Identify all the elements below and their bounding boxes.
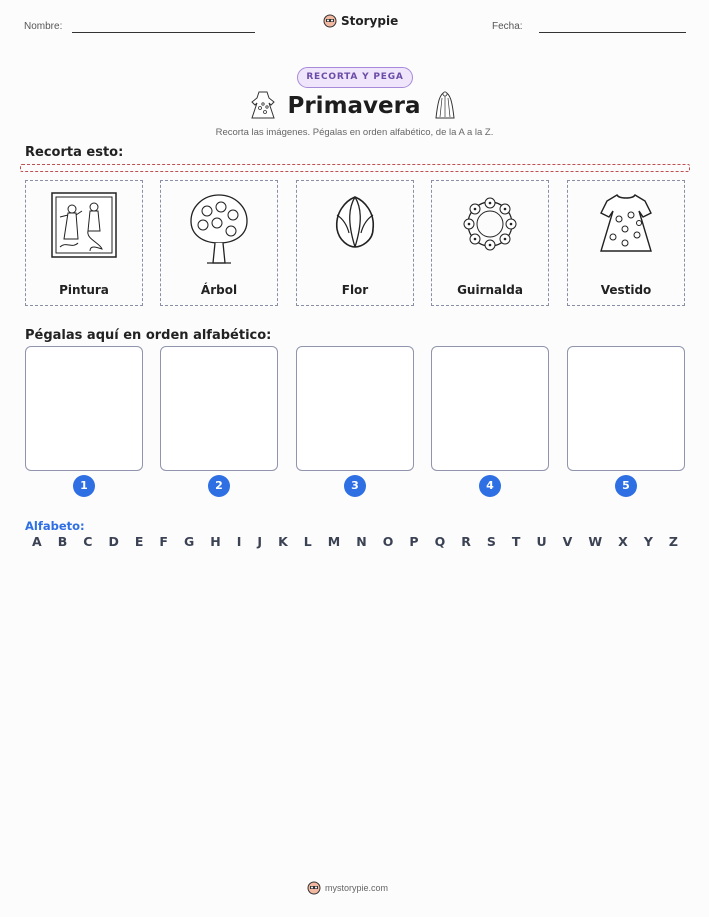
paste-box-5[interactable] (567, 346, 685, 471)
card-label: Vestido (600, 283, 652, 297)
card-label: Árbol (200, 283, 238, 297)
order-number: 2 (208, 475, 230, 497)
storypie-mascot-icon (323, 14, 337, 28)
alphabet-letter: C (83, 534, 93, 549)
wreath-icon (457, 191, 523, 257)
cut-card-arbol[interactable] (160, 180, 278, 306)
alphabet-letter: T (511, 534, 521, 549)
paste-box-1[interactable] (25, 346, 143, 471)
painting-icon (50, 191, 118, 259)
paste-box-3[interactable] (296, 346, 414, 471)
date-label: Fecha: (492, 21, 523, 32)
alphabet-letter: Z (668, 534, 678, 549)
alphabet-letter: I (236, 534, 242, 549)
footer-url[interactable]: mystorypie.com (325, 883, 389, 893)
alphabet-letter: J (257, 534, 263, 549)
tree-icon (185, 191, 253, 267)
card-label: Guirnalda (457, 283, 523, 297)
page-title: Primavera (287, 93, 421, 119)
alphabet-letter: W (588, 534, 603, 549)
alphabet-letter: F (159, 534, 168, 549)
alphabet-letter: G (183, 534, 195, 549)
alphabet-letter: D (108, 534, 119, 549)
order-number: 5 (615, 475, 637, 497)
brand-name: Storypie (341, 14, 399, 28)
alphabet-letter: R (461, 534, 471, 549)
storypie-mascot-icon (307, 881, 321, 895)
alphabet-letter: H (210, 534, 221, 549)
cut-card-flor[interactable] (296, 180, 414, 306)
brand-logo (323, 14, 398, 28)
alphabet-letter: L (303, 534, 312, 549)
order-number: 1 (73, 475, 95, 497)
alphabet-letter: S (486, 534, 496, 549)
paste-box-2[interactable] (160, 346, 278, 471)
alphabet-row (32, 534, 678, 549)
alphabet-letter: Q (434, 534, 446, 549)
date-line[interactable] (539, 32, 686, 33)
alphabet-letter: P (409, 534, 419, 549)
alphabet-letter: V (562, 534, 573, 549)
alphabet-letter: X (618, 534, 628, 549)
dress-decoration-icon (250, 90, 276, 120)
cut-heading: Recorta esto: (25, 145, 124, 160)
alphabet-letter: A (32, 534, 42, 549)
cut-card-pintura[interactable] (25, 180, 143, 306)
veil-decoration-icon (432, 90, 458, 120)
alphabet-letter: M (327, 534, 341, 549)
name-line[interactable] (72, 32, 255, 33)
alphabet-letter: U (536, 534, 547, 549)
dress-icon (595, 191, 657, 255)
alphabet-heading: Alfabeto: (25, 519, 85, 533)
alphabet-letter: B (57, 534, 68, 549)
order-number: 4 (479, 475, 501, 497)
card-label: Flor (341, 283, 369, 297)
cut-card-guirnalda[interactable] (431, 180, 549, 306)
name-label: Nombre: (24, 21, 63, 32)
paste-heading: Pégalas aquí en orden alfabético: (25, 328, 272, 343)
alphabet-letter: O (382, 534, 394, 549)
cut-line (20, 164, 690, 172)
alphabet-letter: K (278, 534, 288, 549)
footer (307, 881, 388, 895)
card-label: Pintura (59, 283, 109, 297)
alphabet-letter: E (134, 534, 144, 549)
instructions: Recorta las imágenes. Pégalas en orden alfabético, de la A a la Z. (215, 127, 494, 138)
activity-badge: RECORTA Y PEGA (297, 67, 413, 88)
order-number: 3 (344, 475, 366, 497)
cut-card-vestido[interactable] (567, 180, 685, 306)
alphabet-letter: Y (643, 534, 653, 549)
flower-icon (327, 191, 383, 253)
alphabet-letter: N (356, 534, 367, 549)
paste-box-4[interactable] (431, 346, 549, 471)
